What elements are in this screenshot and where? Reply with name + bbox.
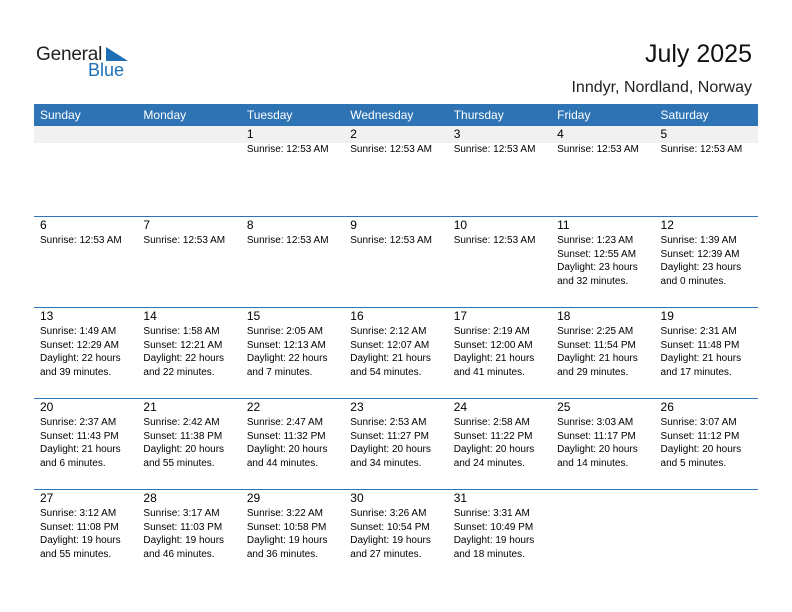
sun-info-line: Sunset: 12:39 AM [660, 248, 740, 260]
sun-info-line: Sunset: 11:17 PM [557, 430, 636, 442]
day-cell-29 [241, 490, 344, 580]
day-sun-info [34, 416, 137, 470]
sun-info-line: Sunset: 11:27 PM [350, 430, 430, 442]
day-number: 23 [350, 400, 364, 414]
day-number: 12 [660, 218, 674, 232]
sun-info-line: Daylight: 20 hours [350, 444, 431, 456]
day-number: 31 [453, 491, 468, 505]
sun-info-line: Daylight: 21 hours [40, 444, 121, 456]
sun-info-line: Sunrise: 2:19 AM [453, 326, 530, 337]
day-sun-info [551, 325, 654, 379]
day-number: 11 [557, 218, 570, 232]
day-number: 28 [143, 491, 157, 505]
day-cell-1 [241, 126, 344, 216]
sun-info-line: Daylight: 19 hours [350, 535, 431, 547]
weekday-header-thursday: Thursday [453, 108, 504, 122]
day-cell-12 [655, 217, 758, 307]
day-cell-20 [34, 399, 137, 489]
sun-info-line: Daylight: 19 hours [246, 535, 328, 547]
day-number: 8 [246, 218, 254, 232]
day-sun-info [448, 143, 551, 157]
sun-info-line: Sunrise: 3:12 AM [40, 508, 117, 519]
sun-info-line: and 22 minutes. [143, 366, 215, 378]
weekday-header-monday: Monday [143, 108, 187, 122]
sun-info-line: Daylight: 21 hours [660, 353, 742, 365]
location-subtitle: Inndyr, Nordland, Norway [571, 79, 752, 96]
sun-info-line: Sunrise: 2:47 AM [246, 417, 323, 428]
day-sun-info [448, 325, 551, 379]
calendar-week-row [34, 216, 758, 307]
day-number [34, 126, 137, 143]
day-cell-6 [34, 217, 137, 307]
day-cell-11 [551, 217, 654, 307]
sun-info-line: Sunrise: 2:42 AM [143, 417, 220, 428]
sun-info-line: Sunrise: 2:12 AM [350, 326, 427, 337]
day-cell-30 [344, 490, 447, 580]
sun-info-line: Sunset: 12:21 AM [143, 339, 223, 351]
sun-info-line: Daylight: 20 hours [557, 444, 638, 456]
day-cell-15 [241, 308, 344, 398]
sun-info-line: Sunrise: 12:53 AM [40, 235, 122, 246]
logo-word-blue: Blue [88, 60, 125, 80]
day-number: 6 [40, 218, 47, 232]
day-sun-info [34, 507, 137, 561]
sun-info-line: Sunset: 11:38 PM [143, 430, 223, 442]
weekday-header-row [34, 104, 758, 126]
day-sun-info [241, 416, 344, 470]
sun-info-line: Sunrise: 2:31 AM [660, 326, 737, 337]
day-cell-26 [655, 399, 758, 489]
day-cell-empty [655, 490, 758, 580]
calendar-week-row [34, 398, 758, 489]
brand-logo [36, 44, 136, 80]
day-sun-info [655, 325, 758, 379]
sun-info-line: Sunrise: 2:25 AM [557, 326, 634, 337]
sun-info-line: and 5 minutes. [660, 457, 727, 469]
day-sun-info [344, 234, 447, 248]
day-number: 14 [143, 309, 157, 323]
sun-info-line: Sunrise: 3:17 AM [143, 508, 220, 519]
day-number [655, 490, 758, 507]
sun-info-line: Daylight: 23 hours [660, 262, 742, 274]
sun-info-line: Daylight: 20 hours [246, 444, 328, 456]
sun-info-line: Daylight: 20 hours [453, 444, 535, 456]
day-cell-23 [344, 399, 447, 489]
day-number: 27 [40, 491, 54, 505]
day-number: 9 [350, 218, 357, 232]
day-cell-2 [344, 126, 447, 216]
day-number: 17 [453, 309, 468, 323]
day-cell-19 [655, 308, 758, 398]
calendar-weeks [34, 126, 758, 580]
sun-info-line: Sunrise: 2:58 AM [453, 417, 530, 428]
day-cell-22 [241, 399, 344, 489]
day-sun-info [34, 234, 137, 248]
day-number: 25 [557, 400, 571, 414]
sun-info-line: Sunset: 11:43 PM [40, 430, 119, 442]
day-sun-info [137, 234, 240, 248]
day-sun-info [241, 507, 344, 561]
day-number: 18 [557, 309, 571, 323]
day-cell-empty [137, 126, 240, 216]
sun-info-line: Sunrise: 3:03 AM [557, 417, 634, 428]
sun-info-line: and 7 minutes. [246, 366, 313, 378]
sun-info-line: Sunrise: 12:53 AM [350, 235, 432, 246]
day-number: 5 [655, 126, 758, 143]
sun-info-line: Sunrise: 12:53 AM [143, 235, 226, 246]
sun-info-line: Sunset: 11:54 PM [557, 339, 636, 351]
sun-info-line: and 18 minutes. [453, 548, 525, 560]
day-sun-info [137, 325, 240, 379]
day-sun-info [34, 325, 137, 379]
sun-info-line: and 55 minutes. [143, 457, 215, 469]
day-cell-27 [34, 490, 137, 580]
sun-info-line: and 44 minutes. [246, 457, 319, 469]
weekday-header-friday: Friday [557, 108, 591, 122]
day-number: 21 [143, 400, 157, 414]
day-sun-info [655, 143, 758, 157]
sun-info-line: and 14 minutes. [557, 457, 629, 469]
sun-info-line: Daylight: 21 hours [350, 353, 431, 365]
sun-info-line: Sunrise: 12:53 AM [246, 235, 329, 246]
sun-info-line: and 36 minutes. [246, 548, 319, 560]
sun-info-line: Sunset: 11:48 PM [660, 339, 740, 351]
sun-info-line: and 41 minutes. [453, 366, 525, 378]
sun-info-line: and 55 minutes. [40, 548, 112, 560]
day-cell-24 [448, 399, 551, 489]
sun-info-line: Daylight: 19 hours [453, 535, 535, 547]
sun-info-line: Sunrise: 3:31 AM [453, 508, 530, 519]
day-number: 1 [241, 126, 344, 143]
calendar-week-row [34, 489, 758, 580]
day-cell-17 [448, 308, 551, 398]
sun-info-line: Daylight: 22 hours [40, 353, 121, 365]
day-cell-21 [137, 399, 240, 489]
sun-info-line: Sunset: 11:08 PM [40, 521, 119, 533]
sun-info-line: Sunset: 10:58 PM [246, 521, 327, 533]
sun-info-line: Sunrise: 1:39 AM [660, 235, 737, 246]
day-number [551, 490, 654, 507]
sun-info-line: and 27 minutes. [350, 548, 422, 560]
sun-info-line: and 39 minutes. [40, 366, 112, 378]
day-number [137, 126, 240, 143]
sun-info-line: Sunrise: 2:53 AM [350, 417, 427, 428]
sun-info-line: Sunrise: 12:53 AM [453, 235, 536, 246]
day-cell-18 [551, 308, 654, 398]
day-cell-9 [344, 217, 447, 307]
day-cell-28 [137, 490, 240, 580]
day-number: 26 [660, 400, 674, 414]
sun-info-line: Daylight: 20 hours [660, 444, 742, 456]
calendar-week-row [34, 126, 758, 216]
day-sun-info [655, 416, 758, 470]
weekday-header-sunday: Sunday [40, 108, 81, 122]
day-sun-info [344, 143, 447, 157]
day-cell-14 [137, 308, 240, 398]
sun-info-line: Sunrise: 1:58 AM [143, 326, 220, 337]
day-number: 2 [344, 126, 447, 143]
sun-info-line: Sunrise: 12:53 AM [660, 144, 743, 155]
sun-info-line: Sunrise: 2:37 AM [40, 417, 117, 428]
day-sun-info [344, 507, 447, 561]
day-sun-info [137, 507, 240, 561]
day-sun-info [655, 234, 758, 288]
sun-info-line: Sunset: 10:49 PM [453, 521, 534, 533]
sun-info-line: Sunset: 12:13 AM [246, 339, 326, 351]
day-number: 19 [660, 309, 674, 323]
sun-info-line: Sunset: 12:55 AM [557, 248, 637, 260]
sun-info-line: Daylight: 19 hours [40, 535, 121, 547]
sun-info-line: Sunrise: 1:49 AM [40, 326, 117, 337]
day-cell-8 [241, 217, 344, 307]
day-sun-info [241, 143, 344, 157]
day-sun-info [344, 325, 447, 379]
weekday-header-saturday: Saturday [660, 108, 709, 122]
sun-info-line: and 6 minutes. [40, 457, 106, 469]
sun-info-line: Daylight: 20 hours [143, 444, 225, 456]
logo-word-general: General [36, 44, 103, 65]
calendar-grid [34, 104, 758, 580]
weekday-header-tuesday: Tuesday [246, 108, 293, 122]
day-cell-empty [551, 490, 654, 580]
sun-info-line: Sunrise: 3:07 AM [660, 417, 737, 428]
sun-info-line: Sunrise: 12:53 AM [350, 144, 432, 155]
day-number: 16 [350, 309, 364, 323]
day-cell-10 [448, 217, 551, 307]
day-sun-info [551, 416, 654, 470]
sun-info-line: Sunrise: 2:05 AM [246, 326, 323, 337]
day-sun-info [551, 143, 654, 157]
sun-info-line: and 46 minutes. [143, 548, 215, 560]
sun-info-line: Sunset: 11:32 PM [246, 430, 326, 442]
day-number: 29 [246, 491, 261, 505]
calendar-week-row [34, 307, 758, 398]
sun-info-line: and 54 minutes. [350, 366, 422, 378]
day-number: 22 [246, 400, 261, 414]
day-sun-info [241, 234, 344, 248]
sun-info-line: Sunrise: 12:53 AM [453, 144, 536, 155]
sun-info-line: Sunrise: 3:26 AM [350, 508, 427, 519]
day-sun-info [551, 234, 654, 288]
sun-info-line: Daylight: 21 hours [557, 353, 638, 365]
sun-info-line: Sunset: 11:12 PM [660, 430, 740, 442]
sun-info-line: and 34 minutes. [350, 457, 422, 469]
sun-info-line: Sunset: 12:00 AM [453, 339, 533, 351]
page-title: July 2025 [644, 40, 752, 68]
weekday-header-wednesday: Wednesday [350, 108, 414, 122]
day-sun-info [448, 416, 551, 470]
day-number: 7 [143, 218, 151, 232]
day-cell-13 [34, 308, 137, 398]
sun-info-line: Daylight: 23 hours [557, 262, 638, 274]
sun-info-line: Sunrise: 12:53 AM [557, 144, 639, 155]
day-cell-3 [448, 126, 551, 216]
day-sun-info [448, 507, 551, 561]
day-number: 10 [453, 218, 468, 232]
day-number: 13 [40, 309, 54, 323]
sun-info-line: Sunrise: 3:22 AM [246, 508, 323, 519]
sun-info-line: Sunset: 12:29 AM [40, 339, 119, 351]
day-cell-31 [448, 490, 551, 580]
day-number: 4 [551, 126, 654, 143]
day-number: 20 [40, 400, 54, 414]
day-sun-info [344, 416, 447, 470]
day-sun-info [448, 234, 551, 248]
sun-info-line: Sunset: 12:07 AM [350, 339, 430, 351]
sun-info-line: Sunrise: 12:53 AM [246, 144, 329, 155]
sun-info-line: Sunset: 11:22 PM [453, 430, 533, 442]
sun-info-line: Sunrise: 1:23 AM [557, 235, 634, 246]
day-cell-16 [344, 308, 447, 398]
sun-info-line: Daylight: 19 hours [143, 535, 225, 547]
day-cell-25 [551, 399, 654, 489]
day-number: 3 [448, 126, 551, 143]
sun-info-line: Daylight: 22 hours [246, 353, 328, 365]
day-cell-empty [34, 126, 137, 216]
day-cell-7 [137, 217, 240, 307]
sun-info-line: and 17 minutes. [660, 366, 732, 378]
sun-info-line: Sunset: 10:54 PM [350, 521, 430, 533]
sun-info-line: and 32 minutes. [557, 275, 629, 287]
sun-info-line: Daylight: 22 hours [143, 353, 225, 365]
sun-info-line: Sunset: 11:03 PM [143, 521, 223, 533]
day-cell-4 [551, 126, 654, 216]
day-number: 30 [350, 491, 364, 505]
day-number: 15 [246, 309, 261, 323]
day-sun-info [241, 325, 344, 379]
sun-info-line: and 24 minutes. [453, 457, 525, 469]
day-cell-5 [655, 126, 758, 216]
sun-info-line: and 29 minutes. [557, 366, 629, 378]
day-sun-info [137, 416, 240, 470]
day-number: 24 [453, 400, 468, 414]
sun-info-line: and 0 minutes. [660, 275, 727, 287]
sun-info-line: Daylight: 21 hours [453, 353, 535, 365]
